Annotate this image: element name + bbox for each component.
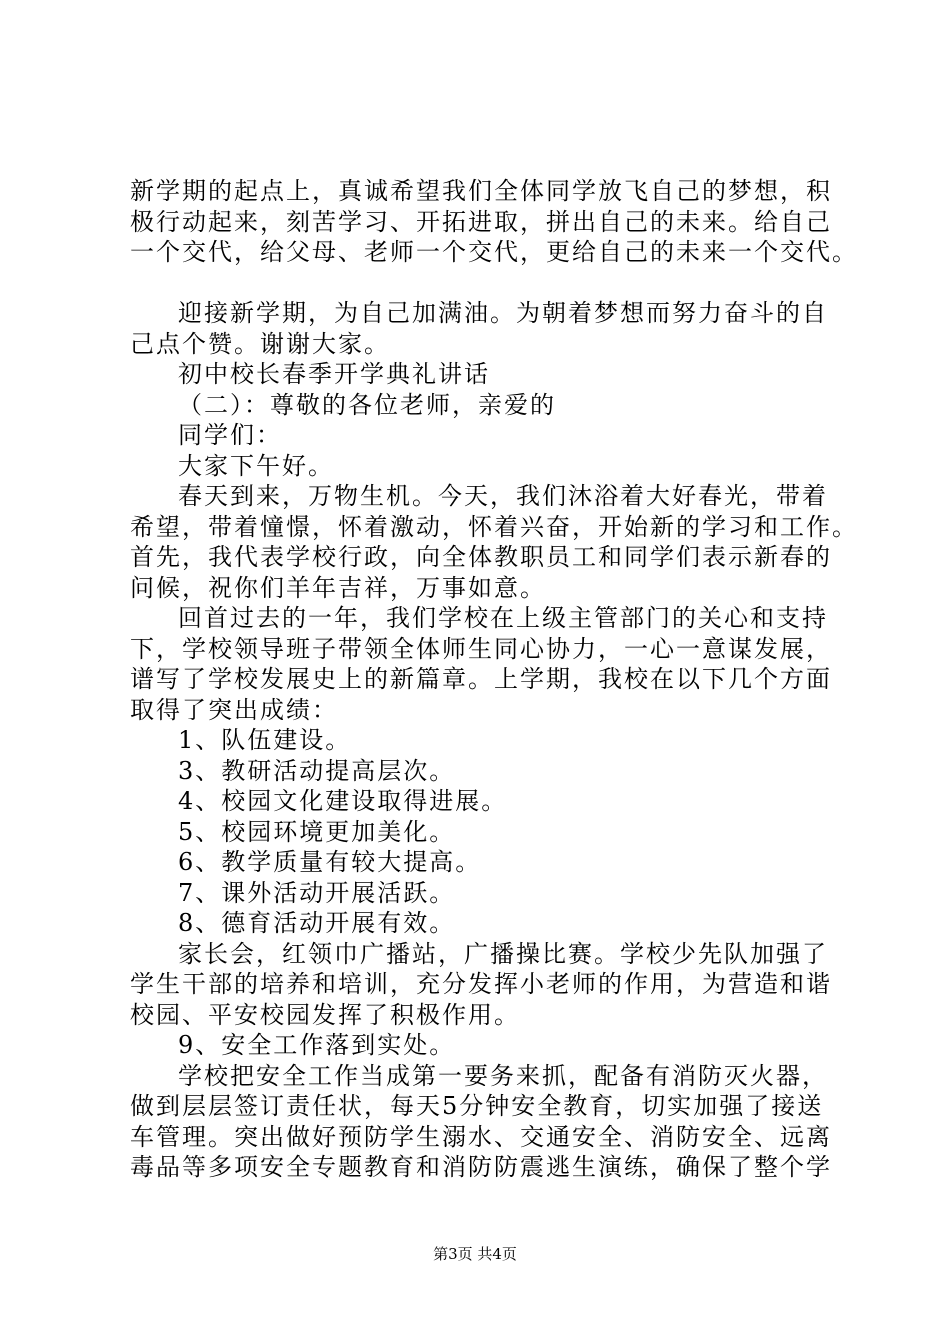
text-line: 7、课外活动开展活跃。 [178,878,456,907]
text-line: 己点个赞。谢谢大家。 [130,329,390,358]
text-line: 谱写了学校发展史上的新篇章。上学期，我校在以下几个方面 [130,665,832,693]
text-line: 做到层层签订责任状，每天5分钟安全教育，切实加强了接送 [130,1092,824,1120]
text-line: 回首过去的一年，我们学校在上级主管部门的关心和支持 [178,604,828,632]
blank-line [130,268,850,299]
text-line: 取得了突出成绩： [130,695,338,724]
text-line: 4、校园文化建设取得进展。 [178,787,508,815]
page-footer: 第3页 共4页 [433,1245,517,1263]
text-line: 问候，祝你们羊年吉祥，万事如意。 [130,573,546,602]
text-line: 3、教研活动提高层次。 [178,756,456,785]
text-line: 同学们： [178,421,282,449]
text-line: 毒品等多项安全专题教育和消防防震逃生演练，确保了整个学 [130,1153,832,1181]
text-line: 6、教学质量有较大提高。 [178,848,482,876]
text-line: 希望，带着憧憬，怀着激动，怀着兴奋，开始新的学习和工作。 [130,512,858,541]
text-line: 迎接新学期，为自己加满油。为朝着梦想而努力奋斗的自 [178,299,828,327]
document-body [130,176,858,1183]
text-line: 8、德育活动开展有效。 [178,909,456,937]
text-line: 5、校园环境更加美化。 [178,817,456,846]
text-line: 1、队伍建设。 [178,726,352,754]
text-line: 春天到来，万物生机。今天，我们沐浴着大好春光，带着 [178,482,828,510]
text-line: 家长会，红领巾广播站，广播操比赛。学校少先队加强了 [178,939,828,968]
text-line: 新学期的起点上，真诚希望我们全体同学放飞自己的梦想，积 [130,177,832,205]
text-line: 下，学校领导班子带领全体师生同心协力，一心一意谋发展， [130,634,832,663]
text-line: 大家下午好。 [178,451,334,480]
text-line: 学校把安全工作当成第一要务来抓，配备有消防灭火器， [178,1061,828,1090]
text-line: 首先，我代表学校行政，向全体教职员工和同学们表示新春的 [130,543,832,571]
text-line: 校园、平安校园发挥了积极作用。 [130,1000,520,1029]
text-line: 初中校长春季开学典礼讲话 [178,360,490,388]
text-line: （二）：尊敬的各位老师，亲爱的 [178,390,556,419]
text-line: 9、安全工作落到实处。 [178,1031,456,1059]
text-line: 一个交代，给父母、老师一个交代，更给自己的未来一个交代。 [130,238,858,266]
text-line: 车管理。突出做好预防学生溺水、交通安全、消防安全、远离 [130,1122,832,1151]
text-line: 学生干部的培养和培训，充分发挥小老师的作用，为营造和谐 [130,970,832,998]
text-line: 极行动起来，刻苦学习、开拓进取，拼出自己的未来。给自己 [130,207,832,236]
